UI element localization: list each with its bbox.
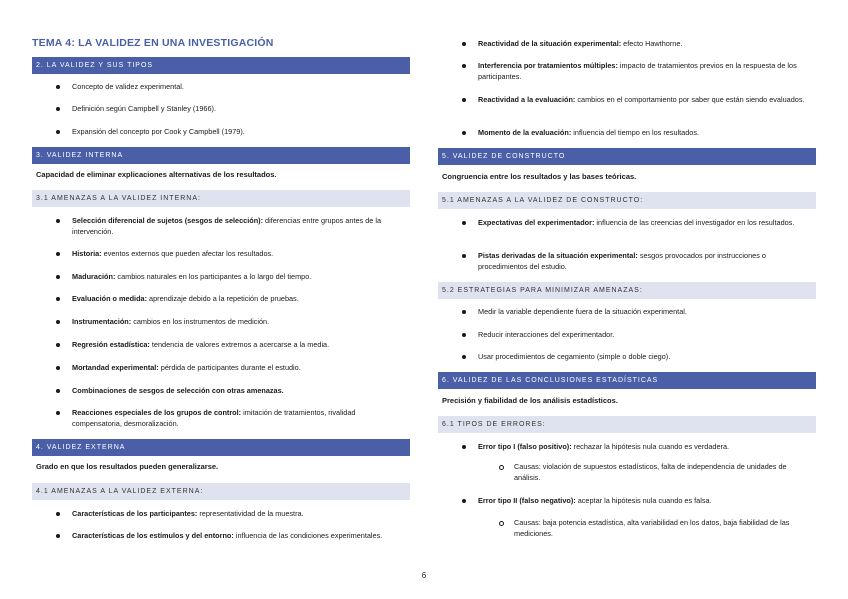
list-item: Error tipo I (falso positivo): rechazar la hipótesis nula cuando es verdadera. <box>478 441 813 452</box>
list-item: Combinaciones de sesgos de selección con otras amenazas. <box>72 385 407 396</box>
page-number: 6 <box>421 571 427 580</box>
subsection-5-1-heading: 5.1 AMENAZAS A LA VALIDEZ DE CONSTRUCTO: <box>438 192 816 209</box>
list-item: Historia: eventos externos que pueden afectar los resultados. <box>72 248 407 259</box>
list-item: Pistas derivadas de la situación experimental: sesgos provocados por instrucciones o procedimientos del estudio. <box>478 250 813 272</box>
subsection-5-2-heading: 5.2 ESTRATEGIAS PARA MINIMIZAR AMENAZAS: <box>438 282 816 299</box>
list-item: Expansión del concepto por Cook y Campbell (1979). <box>72 126 407 137</box>
page-title: TEMA 4: LA VALIDEZ EN UNA INVESTIGACIÓN <box>32 37 274 49</box>
list-item: Reacciones especiales de los grupos de control: imitación de tratamientos, rivalidad compensatoria, desmoralización. <box>72 407 407 429</box>
section-6-definition: Precisión y fiabilidad de los análisis estadísticos. <box>442 396 618 405</box>
section-4-definition: Grado en que los resultados pueden generalizarse. <box>36 462 219 471</box>
list-item: Usar procedimientos de cegamiento (simple o doble ciego). <box>478 351 813 362</box>
list-item: Medir la variable dependiente fuera de la situación experimental. <box>478 306 813 317</box>
list-item: Reducir interacciones del experimentador. <box>478 329 813 340</box>
sub-list-item: Causas: baja potencia estadística, alta variabilidad en los datos, baja fiabilidad de las mediciones. <box>514 517 814 539</box>
section-2-heading: 2. LA VALIDEZ Y SUS TIPOS <box>32 57 410 74</box>
list-item: Reactividad a la evaluación: cambios en el comportamiento por saber que están siendo evaluados. <box>478 94 813 105</box>
section-4-heading: 4. VALIDEZ EXTERNA <box>32 439 410 456</box>
section-3-heading: 3. VALIDEZ INTERNA <box>32 147 410 164</box>
list-item: Error tipo II (falso negativo): aceptar la hipótesis nula cuando es falsa. <box>478 495 813 506</box>
section-5-heading: 5. VALIDEZ DE CONSTRUCTO <box>438 148 816 165</box>
sub-list-item: Causas: violación de supuestos estadísticos, falta de independencia de unidades de análisis. <box>514 461 814 483</box>
list-item: Selección diferencial de sujetos (sesgos de selección): diferencias entre grupos antes de la intervención. <box>72 215 407 237</box>
list-item: Instrumentación: cambios en los instrumentos de medición. <box>72 316 407 327</box>
list-item: Concepto de validez experimental. <box>72 81 407 92</box>
list-item: Evaluación o medida: aprendizaje debido a la repetición de pruebas. <box>72 293 407 304</box>
subsection-4-1-heading: 4.1 AMENAZAS A LA VALIDEZ EXTERNA: <box>32 483 410 500</box>
subsection-6-1-heading: 6.1 TIPOS DE ERRORES: <box>438 416 816 433</box>
list-item: Expectativas del experimentador: influencia de las creencias del investigador en los resultados. <box>478 217 813 228</box>
list-item: Maduración: cambios naturales en los participantes a lo largo del tiempo. <box>72 271 407 282</box>
section-3-definition: Capacidad de eliminar explicaciones alternativas de los resultados. <box>36 170 277 179</box>
list-item: Regresión estadística: tendencia de valores extremos a acercarse a la media. <box>72 339 407 350</box>
section-5-definition: Congruencia entre los resultados y las bases teóricas. <box>442 172 637 181</box>
section-6-heading: 6. VALIDEZ DE LAS CONCLUSIONES ESTADÍSTICAS <box>438 372 816 389</box>
list-item: Mortandad experimental: pérdida de participantes durante el estudio. <box>72 362 407 373</box>
list-item: Momento de la evaluación: influencia del tiempo en los resultados. <box>478 127 813 138</box>
list-item: Características de los estímulos y del entorno: influencia de las condiciones experimentales. <box>72 530 407 541</box>
subsection-3-1-heading: 3.1 AMENAZAS A LA VALIDEZ INTERNA: <box>32 190 410 207</box>
list-item: Interferencia por tratamientos múltiples: impacto de tratamientos previos en la respuesta de los participantes. <box>478 60 813 82</box>
list-item: Definición según Campbell y Stanley (1966). <box>72 103 407 114</box>
list-item: Características de los participantes: representatividad de la muestra. <box>72 508 407 519</box>
list-item: Reactividad de la situación experimental: efecto Hawthorne. <box>478 38 813 49</box>
